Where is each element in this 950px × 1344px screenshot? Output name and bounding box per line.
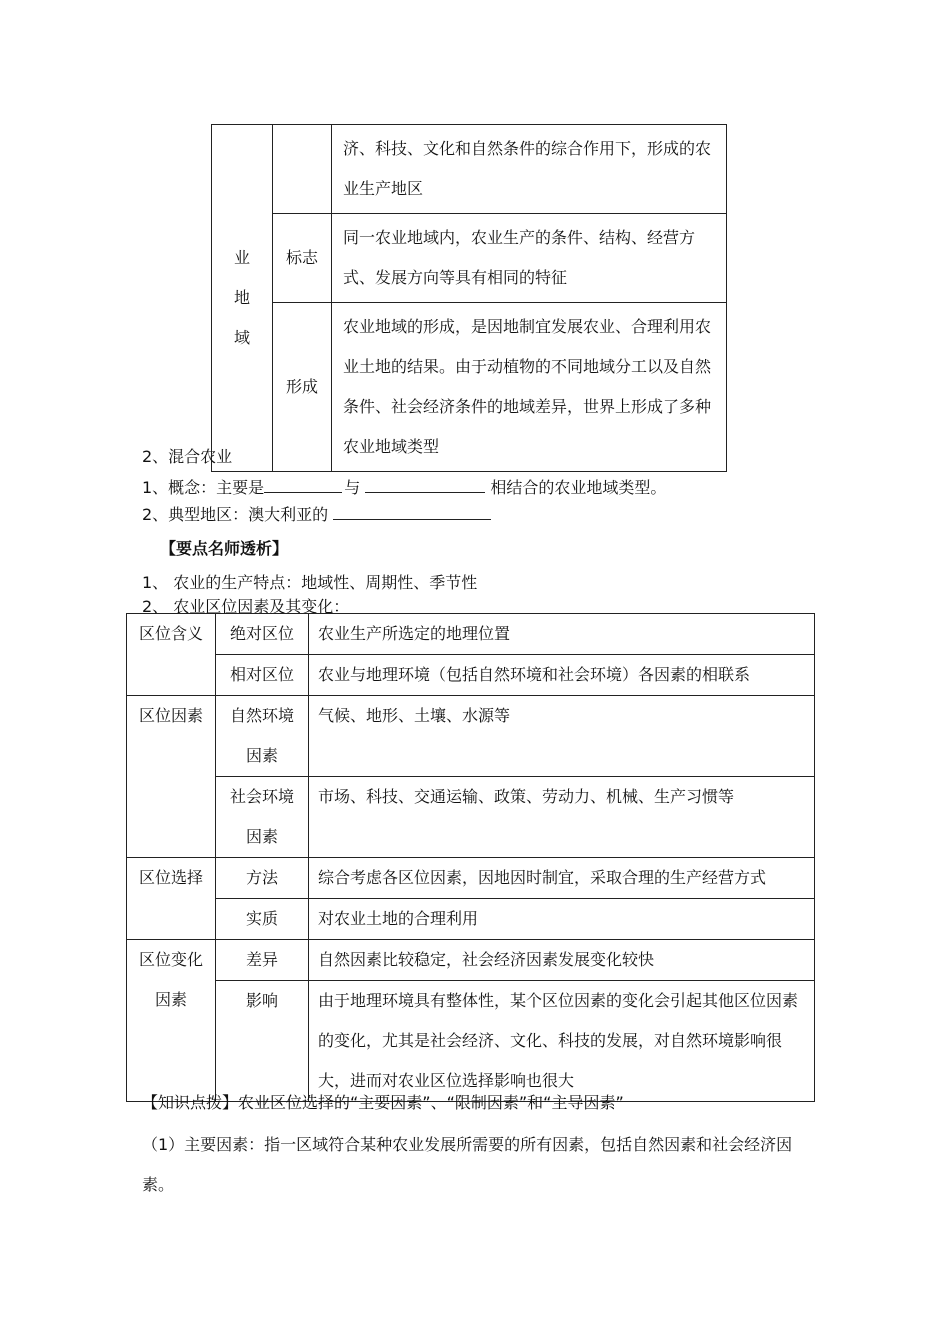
cell-text: 市场、科技、交通运输、政策、劳动力、机械、生产习惯等 — [309, 777, 815, 858]
side-char: 域 — [233, 328, 250, 347]
concept-suffix: 相结合的农业地域类型。 — [490, 478, 667, 497]
section-heading: 2、混合农业 — [142, 447, 233, 466]
side-char: 地 — [233, 288, 250, 307]
analysis-point-1: 1、 农业的生产特点：地域性、周期性、季节性 — [142, 573, 478, 592]
cell-text: 综合考虑各区位因素，因地因时制宜，采取合理的生产经营方式 — [309, 858, 815, 899]
concept-prefix: 1、概念：主要是 — [142, 478, 265, 497]
cell-text: 农业生产所选定的地理位置 — [309, 614, 815, 655]
cell-text: 对农业土地的合理利用 — [309, 899, 815, 940]
sign-text: 同一农业地域内，农业生产的条件、结构、经营方式、发展方向等具有相同的特征 — [332, 214, 727, 303]
region-prefix: 2、典型地区：澳大利亚的 — [142, 505, 329, 524]
agricultural-region-table — [211, 124, 727, 472]
fill-blank-3[interactable] — [333, 501, 491, 520]
tip-paragraph: （1）主要因素：指一区域符合某种农业发展所需要的所有因素，包括自然因素和社会经济因素。 — [142, 1135, 793, 1194]
formation-text: 农业地域的形成，是因地制宜发展农业、合理利用农业土地的结果。由于动植物的不同地域分工以及自然条件、社会经济条件的地域差异，世界上形成了多种农业地域类型 — [332, 303, 727, 472]
row-label-formation: 形成 — [273, 303, 332, 472]
side-label — [212, 125, 273, 472]
group-label-change: 区位变化因素 — [127, 940, 216, 1102]
row-label-empty — [273, 125, 332, 214]
sub-label: 实质 — [216, 899, 309, 940]
location-factors-table — [126, 613, 815, 1102]
row-label-sign: 标志 — [273, 214, 332, 303]
analysis-title: 【要点名师透析】 — [160, 539, 289, 558]
fill-blank-1[interactable] — [264, 474, 342, 493]
region-line — [142, 501, 491, 525]
sub-label: 相对区位 — [216, 655, 309, 696]
cell-text: 由于地理环境具有整体性，某个区位因素的变化会引起其他区位因素的变化，尤其是社会经济、文化、科技的发展，对自然环境影响很大，进而对农业区位选择影响也很大 — [309, 981, 815, 1102]
concept-mid: 与 — [344, 478, 361, 497]
group-label-factors: 区位因素 — [127, 696, 216, 858]
tip-heading: 【知识点拨】农业区位选择的“主要因素”、“限制因素”和“主导因素” — [142, 1093, 624, 1112]
cell-text: 农业与地理环境（包括自然环境和社会环境）各因素的相联系 — [309, 655, 815, 696]
sub-label: 方法 — [216, 858, 309, 899]
sub-label: 绝对区位 — [216, 614, 309, 655]
definition-text: 济、科技、文化和自然条件的综合作用下，形成的农业生产地区 — [332, 125, 727, 214]
sub-label: 影响 — [216, 981, 309, 1102]
cell-text: 自然因素比较稳定，社会经济因素发展变化较快 — [309, 940, 815, 981]
sub-label: 社会环境因素 — [216, 777, 309, 858]
sub-label: 差异 — [216, 940, 309, 981]
group-label-meaning: 区位含义 — [127, 614, 216, 696]
sub-label: 自然环境因素 — [216, 696, 309, 777]
analysis-point-2: 2、 农业区位因素及其变化： — [142, 597, 350, 616]
fill-blank-2[interactable] — [365, 474, 485, 493]
concept-line — [142, 474, 666, 498]
group-label-selection: 区位选择 — [127, 858, 216, 940]
cell-text: 气候、地形、土壤、水源等 — [309, 696, 815, 777]
side-char: 业 — [233, 248, 250, 267]
